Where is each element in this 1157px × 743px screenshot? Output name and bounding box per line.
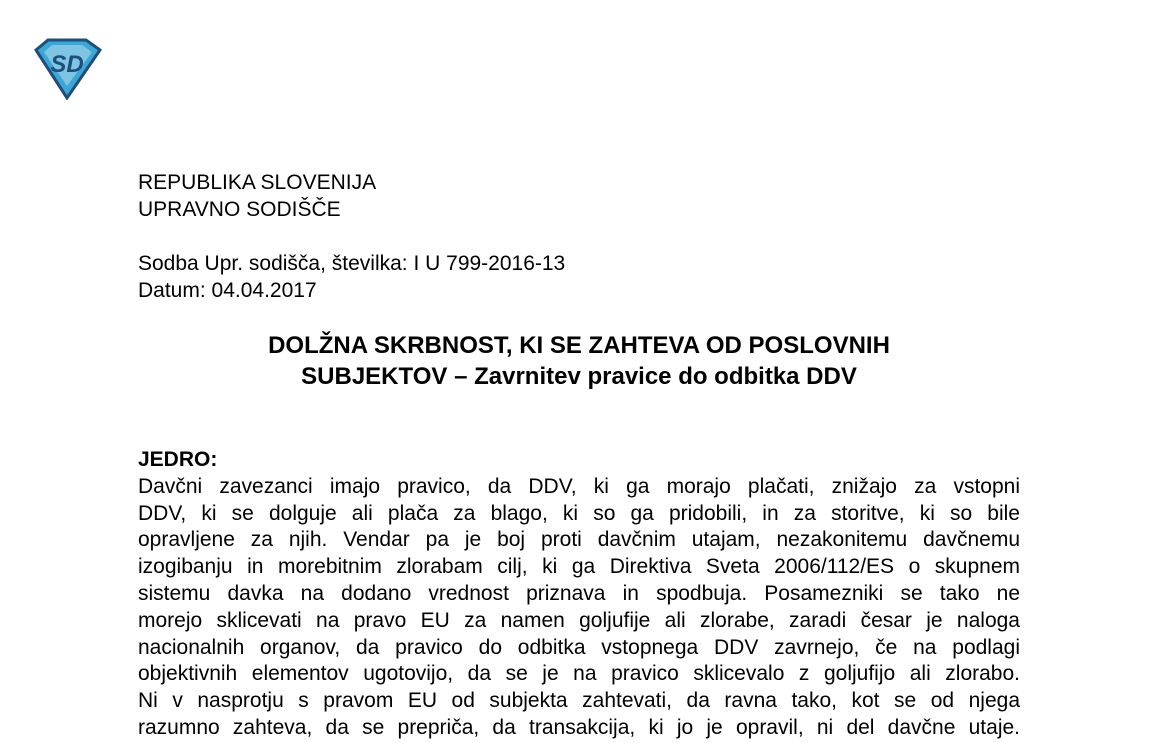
body-line: Davčni zavezanci imajo pravico, da DDV, ki ga morajo plačati, znižajo za vstopni xyxy=(138,474,1020,498)
court-logo xyxy=(30,38,104,100)
jedro-body xyxy=(138,474,1020,742)
document-title xyxy=(138,330,1020,392)
section-heading: JEDRO: xyxy=(138,448,218,471)
court-header xyxy=(138,169,376,223)
body-line: nacionalnih organov, da pravico do odbitka vstopnega DDV zavrnejo, če na podlagi xyxy=(138,635,1020,659)
case-number: Sodba Upr. sodišča, številka: I U 799-2016-13 xyxy=(138,252,566,275)
jedro-section xyxy=(138,447,1020,742)
case-date: Datum: 04.04.2017 xyxy=(138,279,317,302)
body-line: razumno zahteva, da se prepriča, da transakcija, ki jo je opravil, ni del davčne utaje. xyxy=(138,715,1020,739)
court-name: UPRAVNO SODIŠČE xyxy=(138,198,341,221)
body-line: sistemu davka na dodano vrednost priznava in spodbuja. Posamezniki se tako ne xyxy=(138,581,1020,605)
republic-name: REPUBLIKA SLOVENIJA xyxy=(138,171,377,194)
body-line: izogibanju in morebitnim zlorabam cilj, ki ga Direktiva Sveta 2006/112/ES o skupnem xyxy=(138,555,1020,579)
shield-emblem-icon xyxy=(30,38,104,100)
body-line: objektivnih elementov ugotovijo, da se je na pravico sklicevalo z goljufijo ali zlorabo. xyxy=(138,662,1020,686)
body-line: morejo sklicevati na pravo EU za namen goljufije ali zlorabe, zaradi česar je naloga xyxy=(138,608,1020,632)
body-line: DDV, ki se dolguje ali plača za blago, ki so ga pridobili, in za storitve, ki so bile xyxy=(138,501,1020,525)
body-line: opravljene za njih. Vendar pa je boj proti davčnim utajam, nezakonitemu davčnemu xyxy=(138,528,1020,552)
logo-monogram: SD xyxy=(50,51,84,78)
body-line: Ni v nasprotju s pravom EU od subjekta zahtevati, da ravna tako, kot se od njega xyxy=(138,689,1020,713)
case-info xyxy=(138,250,565,304)
title-line-1: DOLŽNA SKRBNOST, KI SE ZAHTEVA OD POSLOVNIH xyxy=(268,332,890,359)
title-line-2: SUBJEKTOV – Zavrnitev pravice do odbitka DDV xyxy=(301,363,857,390)
